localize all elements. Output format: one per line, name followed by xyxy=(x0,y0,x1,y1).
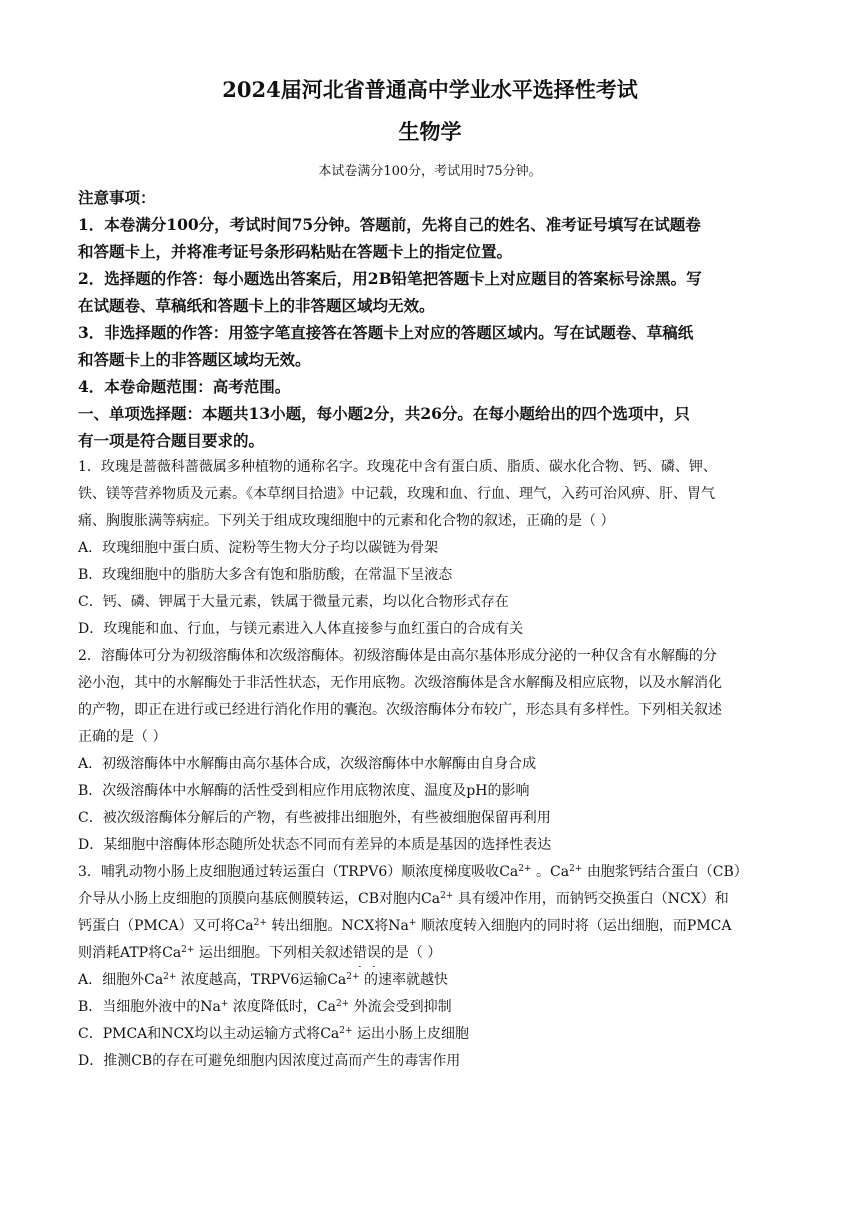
superscript: 2+ xyxy=(181,945,195,955)
question-2-stem: 泌小泡，其中的水解酶处于非活性状态，无作用底物。次级溶酶体是含水解酶及相应底物，以及水解消化 xyxy=(78,675,722,691)
text-run: C．PMCA和NCX均以主动运输方式将Ca xyxy=(78,1026,340,1042)
section-heading: 有一项是符合题目要求的。 xyxy=(78,431,265,450)
text-run: 的速率就越快 xyxy=(364,972,449,988)
question-1-option-a: A．玫瑰细胞中蛋白质、淀粉等生物大分子均以碳链为骨架 xyxy=(78,540,439,556)
emphasis-char: 误 xyxy=(366,945,381,961)
question-1-stem: 痛、胸腹胀满等病症。下列关于组成玫瑰细胞中的元素和化合物的叙述，正确的是（ ） xyxy=(78,513,615,529)
exam-meta: 本试卷满分100分，考试用时75分钟。 xyxy=(318,164,542,179)
text-run: 3．哺乳动物小肠上皮细胞通过转运蛋白（TRPV6）顺浓度梯度吸收Ca xyxy=(78,864,519,880)
text-run: 顺浓度转入细胞内的同时将（运出细胞，而PMCA xyxy=(420,918,732,934)
question-2-option-d: D．某细胞中溶酶体形态随所处状态不同而有差异的本质是基因的选择性表达 xyxy=(78,837,552,853)
question-3-option-a xyxy=(78,967,784,994)
question-1-option-b: B．玫瑰细胞中的脂肪大多含有饱和脂肪酸，在常温下呈液态 xyxy=(78,567,453,583)
question-3-stem xyxy=(78,940,784,967)
text-run: 浓度越高，TRPV6运输Ca xyxy=(180,972,347,988)
text-run: 运出细胞。下列相关叙述 xyxy=(198,945,353,961)
question-2-option-b: B．次级溶酶体中水解酶的活性受到相应作用底物浓度、温度及pH的影响 xyxy=(78,783,530,799)
superscript: 2+ xyxy=(163,972,177,982)
exam-title: 2024届河北省普通高中学业水平选择性考试 xyxy=(222,77,638,102)
text-run: 。Ca xyxy=(536,864,570,880)
note-line: 2．选择题的作答：每小题选出答案后，用2B铅笔把答题卡上对应题目的答案标号涂黑。写 xyxy=(78,269,702,288)
superscript: 2+ xyxy=(518,864,532,874)
question-2-option-a: A．初级溶酶体中水解酶由高尔基体合成，次级溶酶体中水解酶由自身合成 xyxy=(78,756,537,772)
note-line: 3．非选择题的作答：用签字笔直接答在答题卡上对应的答题区域内。写在试题卷、草稿纸 xyxy=(78,323,694,342)
note-line: 和答题卡上的非答题区域均无效。 xyxy=(78,350,311,369)
superscript: 2+ xyxy=(440,891,454,901)
exam-content xyxy=(78,184,784,1075)
question-1-stem: 铁、镁等营养物质及元素。《本草纲目拾遗》中记载，玫瑰和血、行血、理气，入药可治风痹、肝、胃气 xyxy=(78,486,715,502)
text-run: 外流会受到抑制 xyxy=(353,999,452,1015)
question-3-stem xyxy=(78,913,784,940)
text-run: 运出小肠上皮细胞 xyxy=(357,1026,470,1042)
question-2-stem: 正确的是（ ） xyxy=(78,729,167,745)
superscript: 2+ xyxy=(253,918,267,928)
section-heading: 一、单项选择题：本题共13小题，每小题2分，共26分。在每小题给出的四个选项中，只 xyxy=(78,404,690,423)
text-run: B．当细胞外液中的Na xyxy=(78,999,221,1015)
notes-heading: 注意事项： xyxy=(78,188,156,207)
question-1-stem: 1．玫瑰是蔷薇科蔷薇属多种植物的通称名字。玫瑰花中含有蛋白质、脂质、碳水化合物、钙、磷、钾、 xyxy=(78,459,717,475)
question-2-option-c: C．被次级溶酶体分解后的产物，有些被排出细胞外，有些被细胞保留再利用 xyxy=(78,810,551,826)
note-line: 在试题卷、草稿纸和答题卡上的非答题区域均无效。 xyxy=(78,296,435,315)
emphasis-char: 错 xyxy=(352,945,367,961)
question-3-option-c xyxy=(78,1021,784,1048)
text-run: 的是（ ） xyxy=(380,945,442,961)
question-2-stem: 的产物，即正在进行或已经进行消化作用的囊泡。次级溶酶体分布较广，形态具有多样性。下列相关叙述 xyxy=(78,702,722,718)
question-3-option-b xyxy=(78,994,784,1021)
text-run: A．细胞外Ca xyxy=(78,972,164,988)
superscript: 2+ xyxy=(569,864,583,874)
text-run: 转出细胞。NCX将Na xyxy=(271,918,409,934)
text-run: 具有缓冲作用，而钠钙交换蛋白（NCX）和 xyxy=(457,891,729,907)
superscript: 2+ xyxy=(335,999,350,1009)
text-run: 则消耗ATP将Ca xyxy=(78,945,182,961)
text-run: 浓度降低时，Ca xyxy=(232,999,336,1015)
text-run: 介导从小肠上皮细胞的顶膜向基底侧膜转运，CB对胞内Ca xyxy=(78,891,441,907)
question-1-option-d: D．玫瑰能和血、行血，与镁元素进入人体直接参与血红蛋白的合成有关 xyxy=(78,621,524,637)
text-run: 由胞浆钙结合蛋白（CB） xyxy=(586,864,748,880)
question-2-stem: 2．溶酶体可分为初级溶酶体和次级溶酶体。初级溶酶体是由高尔基体形成分泌的一种仅含有水解酶的分 xyxy=(78,648,717,664)
text-run: 钙蛋白（PMCA）又可将Ca xyxy=(78,918,254,934)
note-line: 和答题卡上，并将准考证号条形码粘贴在答题卡上的指定位置。 xyxy=(78,242,513,261)
exam-subject: 生物学 xyxy=(398,119,462,144)
superscript: + xyxy=(220,999,229,1009)
superscript: 2+ xyxy=(339,1026,353,1036)
question-3-stem xyxy=(78,886,784,913)
superscript: + xyxy=(408,918,417,928)
question-3-option-d: D．推测CB的存在可避免细胞内因浓度过高而产生的毒害作用 xyxy=(78,1053,461,1069)
question-1-option-c: C．钙、磷、钾属于大量元素，铁属于微量元素，均以化合物形式存在 xyxy=(78,594,509,610)
question-3-stem xyxy=(78,859,784,886)
note-line: 4．本卷命题范围：高考范围。 xyxy=(78,377,291,396)
superscript: 2+ xyxy=(346,972,360,982)
note-line: 1．本卷满分100分，考试时间75分钟。答题前，先将自己的姓名、准考证号填写在试题卷 xyxy=(78,215,701,234)
